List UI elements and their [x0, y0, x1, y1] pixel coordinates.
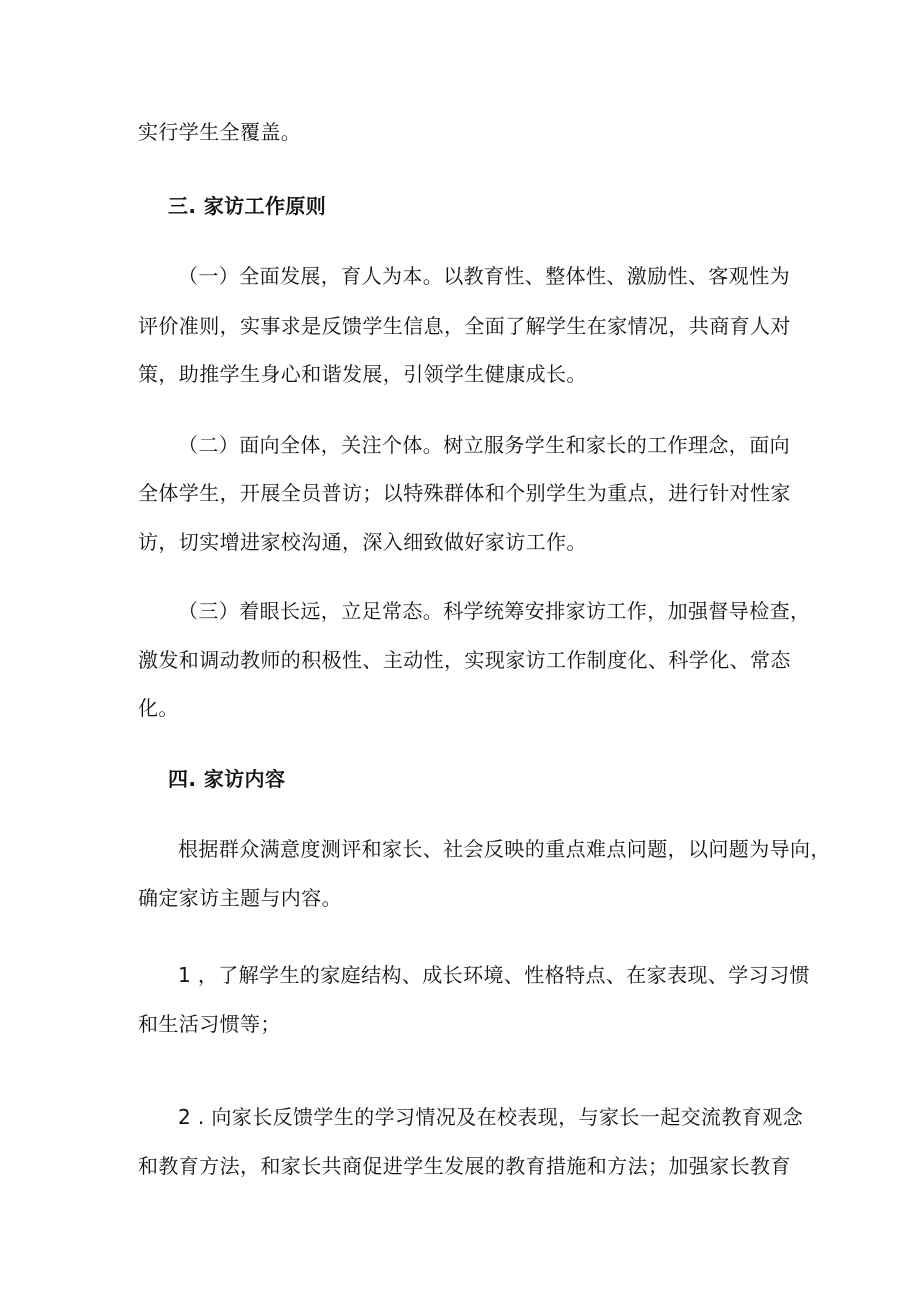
paragraph-line: 根据群众满意度测评和家长、社会反映的重点难点问题，以问题为导向，: [178, 837, 831, 861]
paragraph-line: 策，助推学生身心和谐发展，引领学生健康成长。: [138, 362, 587, 386]
paragraph-line: 激发和调动教师的积极性、主动性，实现家访工作制度化、科学化、常态: [138, 648, 791, 672]
list-item-line: 和教育方法，和家长共商促进学生发展的教育措施和方法；加强家长教育: [138, 1154, 791, 1178]
paragraph-line: （一）全面发展，育人为本。以教育性、整体性、激励性、客观性为: [178, 264, 790, 288]
list-item-line: 1 ，了解学生的家庭结构、成长环境、性格特点、在家表现、学习习惯: [178, 963, 810, 987]
paragraph-line: （三）着眼长远，立足常态。科学统筹安排家访工作，加强督导检查，: [178, 599, 811, 623]
paragraph-line: 全体学生，开展全员普访；以特殊群体和个别学生为重点，进行针对性家: [138, 481, 791, 505]
paragraph-line: 实行学生全覆盖。: [138, 120, 302, 144]
paragraph-line: 确定家访主题与内容。: [138, 886, 342, 910]
paragraph-line: （二）面向全体，关注个体。树立服务学生和家长的工作理念，面向: [178, 433, 790, 457]
list-item-line: 和生活习惯等；: [138, 1012, 281, 1036]
list-item-line: 2 . 向家长反馈学生的学习情况及在校表现，与家长一起交流教育观念: [178, 1105, 803, 1129]
paragraph-line: 化。: [138, 696, 179, 720]
section-heading: 四. 家访内容: [168, 767, 286, 791]
section-heading: 三. 家访工作原则: [168, 194, 327, 218]
paragraph-line: 评价准则，实事求是反馈学生信息，全面了解学生在家情况，共商育人对: [138, 314, 791, 338]
paragraph-line: 访，切实增进家校沟通，深入细致做好家访工作。: [138, 530, 587, 554]
